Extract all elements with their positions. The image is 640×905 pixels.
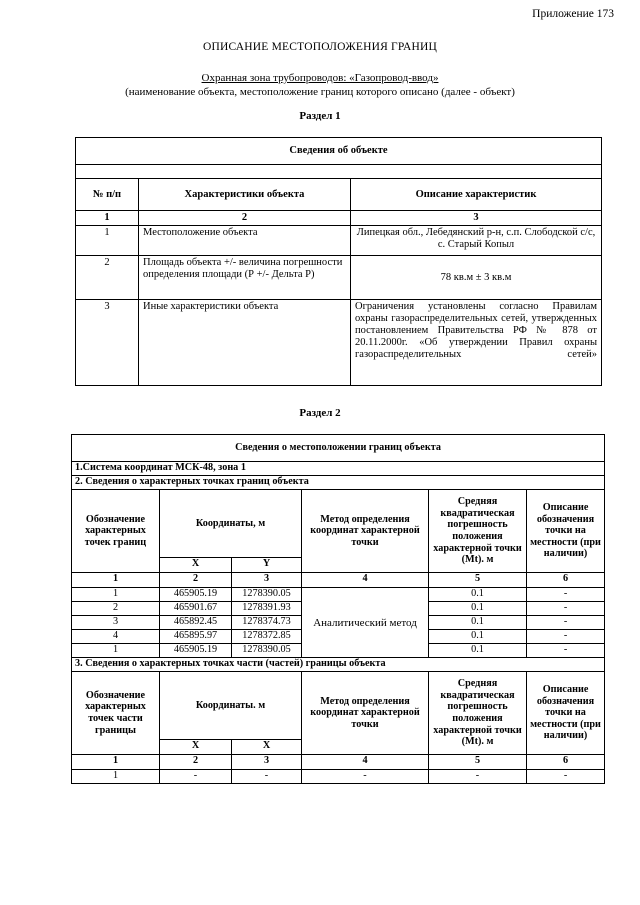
table-row [72, 770, 605, 784]
index-cell: 6 [527, 755, 605, 770]
col-num-header: № п/п [76, 179, 139, 211]
section1-heading: Раздел 1 [299, 110, 341, 122]
table-row [76, 300, 602, 386]
row-num: 1 [76, 226, 139, 256]
method-header: Метод определения координат характерной точки [302, 490, 429, 573]
col-desc-header: Описание характеристик [351, 179, 602, 211]
point-num: 2 [72, 602, 160, 616]
point-x: 465895.97 [160, 630, 232, 644]
index-cell: 1 [72, 573, 160, 588]
row-char: Иные характеристики объекта [139, 300, 351, 386]
point-x: 465901.67 [160, 602, 232, 616]
row-desc: 78 кв.м ± 3 кв.м [351, 256, 602, 300]
point-desc: - [527, 616, 605, 630]
index-cell: 3 [232, 573, 302, 588]
point-mt: 0.1 [429, 644, 527, 658]
coords-header: Координаты, м [160, 490, 302, 558]
point-mt: 0.1 [429, 616, 527, 630]
x-header: X [160, 558, 232, 573]
index-cell: 1 [72, 755, 160, 770]
index-cell: 2 [160, 755, 232, 770]
point-method: - [302, 770, 429, 784]
row-char: Местоположение объекта [139, 226, 351, 256]
point-y: 1278374.73 [232, 616, 302, 630]
index-cell: 3 [232, 755, 302, 770]
boundary-table [71, 434, 605, 784]
index-cell: 4 [302, 573, 429, 588]
point-y: - [232, 770, 302, 784]
row-char: Площадь объекта +/- величина погрешности определения площади (Р +/- Дельта Р) [139, 256, 351, 300]
point-y: 1278390.05 [232, 644, 302, 658]
row-num: 3 [76, 300, 139, 386]
index-cell: 6 [527, 573, 605, 588]
y-header: X [232, 740, 302, 755]
method-value: Аналитический метод [302, 588, 429, 658]
table-row [72, 588, 605, 602]
appendix-label: Приложение 173 [532, 8, 614, 20]
point-mt: 0.1 [429, 630, 527, 644]
document-title: ОПИСАНИЕ МЕСТОПОЛОЖЕНИЯ ГРАНИЦ [202, 41, 438, 53]
point-num: 4 [72, 630, 160, 644]
object-note: (наименование объекта, местоположение границ которого описано (далее - объект) [125, 86, 515, 98]
row-desc: Ограничения установлены согласно Правилам охраны газораспределительных сетей, утвержденных постановлением Правительства РФ № 878 от 20.11.2000г. «Об утверждении Правил охраны газораспределительных сетей» [351, 300, 602, 386]
part3-title: 3. Сведения о характерных точках части (частей) границы объекта [72, 658, 605, 672]
part2-title: 2. Сведения о характерных точках границ объекта [72, 476, 605, 490]
index-cell: 3 [351, 211, 602, 226]
index-cell: 5 [429, 755, 527, 770]
point-x: - [160, 770, 232, 784]
coords-header: Координаты. м [160, 672, 302, 740]
point-desc: - [527, 602, 605, 616]
table-title: Сведения об объекте [76, 138, 602, 165]
table-title: Сведения о местоположении границ объекта [72, 435, 605, 462]
error-header: Средняя квадратическая погрешность положения характерной точки (Mt). м [429, 672, 527, 755]
row-num: 2 [76, 256, 139, 300]
index-cell: 4 [302, 755, 429, 770]
description-header: Описание обозначения точки на местности (при наличии) [527, 672, 605, 755]
designation-header: Обозначение характерных точек границ [72, 490, 160, 573]
col-char-header: Характеристики объекта [139, 179, 351, 211]
index-cell: 5 [429, 573, 527, 588]
point-y: 1278390.05 [232, 588, 302, 602]
coord-system: 1.Система координат МСК-48, зона 1 [72, 462, 605, 476]
point-num: 1 [72, 644, 160, 658]
index-cell: 2 [160, 573, 232, 588]
index-cell: 1 [76, 211, 139, 226]
table-row [76, 226, 602, 256]
point-desc: - [527, 644, 605, 658]
point-desc: - [527, 588, 605, 602]
point-num: 1 [72, 770, 160, 784]
point-x: 465892.45 [160, 616, 232, 630]
error-header: Средняя квадратическая погрешность положения характерной точки (Mt). м [429, 490, 527, 573]
point-x: 465905.19 [160, 588, 232, 602]
point-mt: 0.1 [429, 602, 527, 616]
point-num: 1 [72, 588, 160, 602]
spacer-row [76, 165, 602, 179]
point-num: 3 [72, 616, 160, 630]
designation-header: Обозначение характерных точек части границы [72, 672, 160, 755]
table-row [76, 256, 602, 300]
point-desc: - [527, 770, 605, 784]
point-x: 465905.19 [160, 644, 232, 658]
index-cell: 2 [139, 211, 351, 226]
point-mt: 0.1 [429, 588, 527, 602]
object-name: Охранная зона трубопроводов: «Газопровод-ввод» [201, 72, 439, 84]
x-header: X [160, 740, 232, 755]
point-desc: - [527, 630, 605, 644]
object-info-table [75, 137, 602, 386]
y-header: Y [232, 558, 302, 573]
section2-heading: Раздел 2 [299, 407, 341, 419]
point-y: 1278372.85 [232, 630, 302, 644]
point-y: 1278391.93 [232, 602, 302, 616]
method-header: Метод определения координат характерной точки [302, 672, 429, 755]
row-desc: Липецкая обл., Лебедянский р-н, с.п. Слободской с/с, с. Старый Копыл [351, 226, 602, 256]
point-mt: - [429, 770, 527, 784]
description-header: Описание обозначения точки на местности (при наличии) [527, 490, 605, 573]
